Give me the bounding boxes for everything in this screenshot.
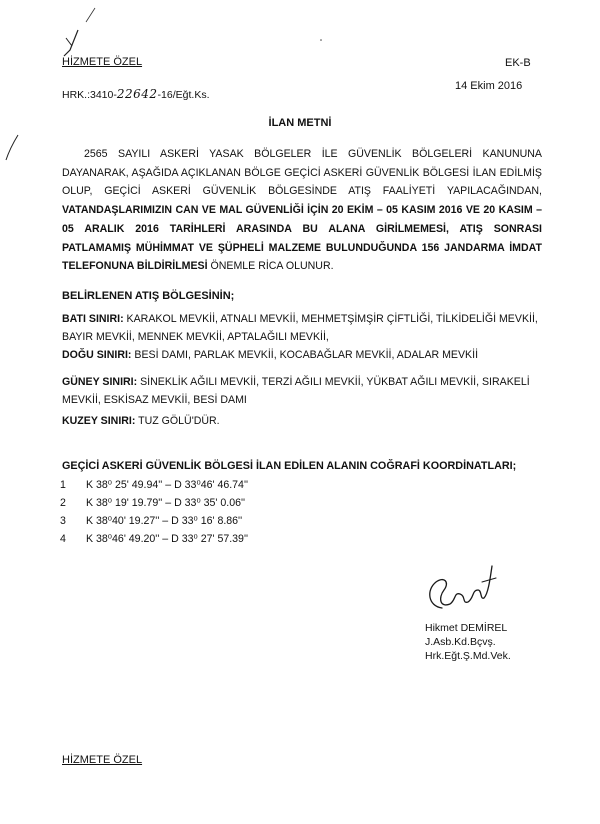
- reference-suffix: -16/Eğt.Ks.: [157, 89, 210, 101]
- intro-bold-warning: VATANDAŞLARIMIZIN CAN VE MAL GÜVENLİĞİ İÇİN 20 EKİM – 05 KASIM 2016 VE 20 KASIM – 05 ARALIK 2016 TARİHLERİ ARASINDA BU ALANA GİRİLMEMESİ, ATIŞ SONRASI PATLAMAMIŞ MÜHİMMAT VE ŞÜPHELİ MALZEME BULUNDUĞUNDA 156 JANDARMA İMDAT TELEFONUNA BİLDİRİLMESİ: [62, 204, 542, 273]
- coordinate-row: [60, 479, 320, 497]
- reference-prefix: HRK.:3410-: [62, 89, 117, 101]
- intro-text-2: ÖNEMLE RİCA OLUNUR.: [207, 260, 334, 273]
- south-border: [62, 373, 542, 409]
- reference-number: [62, 87, 210, 101]
- coordinate-row: [60, 533, 320, 551]
- page-title: İLAN METNİ: [268, 117, 332, 129]
- coordinate-number: 3: [60, 515, 66, 527]
- south-border-text: SİNEKLİK AĞILI MEVKİİ, TERZİ AĞILI MEVKİİ, YÜKBAT AĞILI MEVKİİ, SIRAKELİ MEVKİİ, ESKİSAZ MEVKİİ, BESİ DAMI: [62, 376, 530, 406]
- coordinate-number: 4: [60, 533, 66, 545]
- coordinate-row: [60, 515, 320, 533]
- coordinate-value: K 38⁰46' 49.20'' – D 33⁰ 27' 57.39'': [86, 533, 248, 545]
- north-border-label: KUZEY SINIRI:: [62, 415, 136, 427]
- intro-text-1: 2565 SAYILI ASKERİ YASAK BÖLGELER İLE GÜVENLİK BÖLGELERİ KANUNUNA DAYANARAK, AŞAĞIDA AÇIKLANAN BÖLGE GEÇİCİ ASKERİ GÜVENLİK BÖLGESİ İLAN EDİLMİŞ OLUP, GEÇİCİ ASKERİ GÜVENLİK BÖLGESİNDE ATIŞ FAALİYETİ YAPILACAĞINDAN,: [62, 148, 542, 198]
- west-border-label: BATI SINIRI:: [62, 313, 124, 325]
- east-border-text: BESİ DAMI, PARLAK MEVKİİ, KOCABAĞLAR MEVKİİ, ADALAR MEVKİİ: [131, 349, 479, 361]
- coordinate-row: [60, 497, 320, 515]
- signatory-name: Hikmet DEMİREL: [425, 622, 508, 634]
- handwritten-signature: [420, 560, 500, 620]
- zone-heading: BELİRLENEN ATIŞ BÖLGESİNİN;: [62, 290, 235, 302]
- west-border-text: KARAKOL MEVKİİ, ATNALI MEVKİİ, MEHMETŞİMŞİR ÇİFTLİĞİ, TİLKİDELİĞİ MEVKİİ, BAYIR MEVKİİ, MENNEK MEVKİİ, APTALAĞILI MEVKİİ,: [62, 313, 538, 343]
- signatory-rank: J.Asb.Kd.Bçvş.: [425, 636, 496, 648]
- annex-label: EK-B: [505, 57, 531, 69]
- coordinate-value: K 38⁰ 25' 49.94'' – D 33⁰46' 46.74'': [86, 479, 248, 491]
- north-border-text: TUZ GÖLÜ'DÜR.: [135, 415, 220, 427]
- north-border: [62, 415, 542, 427]
- reference-handwritten: 22642: [116, 87, 158, 101]
- west-border: [62, 310, 542, 346]
- coordinate-value: K 38⁰40' 19.27'' – D 33⁰ 16' 8.86'': [86, 515, 243, 527]
- coordinate-number: 2: [60, 497, 66, 509]
- intro-paragraph: [62, 145, 542, 276]
- document-date: 14 Ekim 2016: [455, 80, 523, 92]
- classification-top: HİZMETE ÖZEL: [62, 56, 143, 68]
- signatory-title: Hrk.Eğt.Ş.Md.Vek.: [425, 650, 511, 662]
- south-border-label: GÜNEY SINIRI:: [62, 376, 138, 388]
- coordinate-number: 1: [60, 479, 66, 491]
- east-border: [62, 349, 542, 361]
- coordinate-value: K 38⁰ 19' 19.79'' – D 33⁰ 35' 0.06'': [86, 497, 246, 509]
- coordinates-heading: GEÇİCİ ASKERİ GÜVENLİK BÖLGESİ İLAN EDİLEN ALANIN COĞRAFİ KOORDİNATLARI;: [62, 460, 517, 472]
- classification-bottom: HİZMETE ÖZEL: [62, 754, 143, 766]
- east-border-label: DOĞU SINIRI:: [62, 349, 132, 361]
